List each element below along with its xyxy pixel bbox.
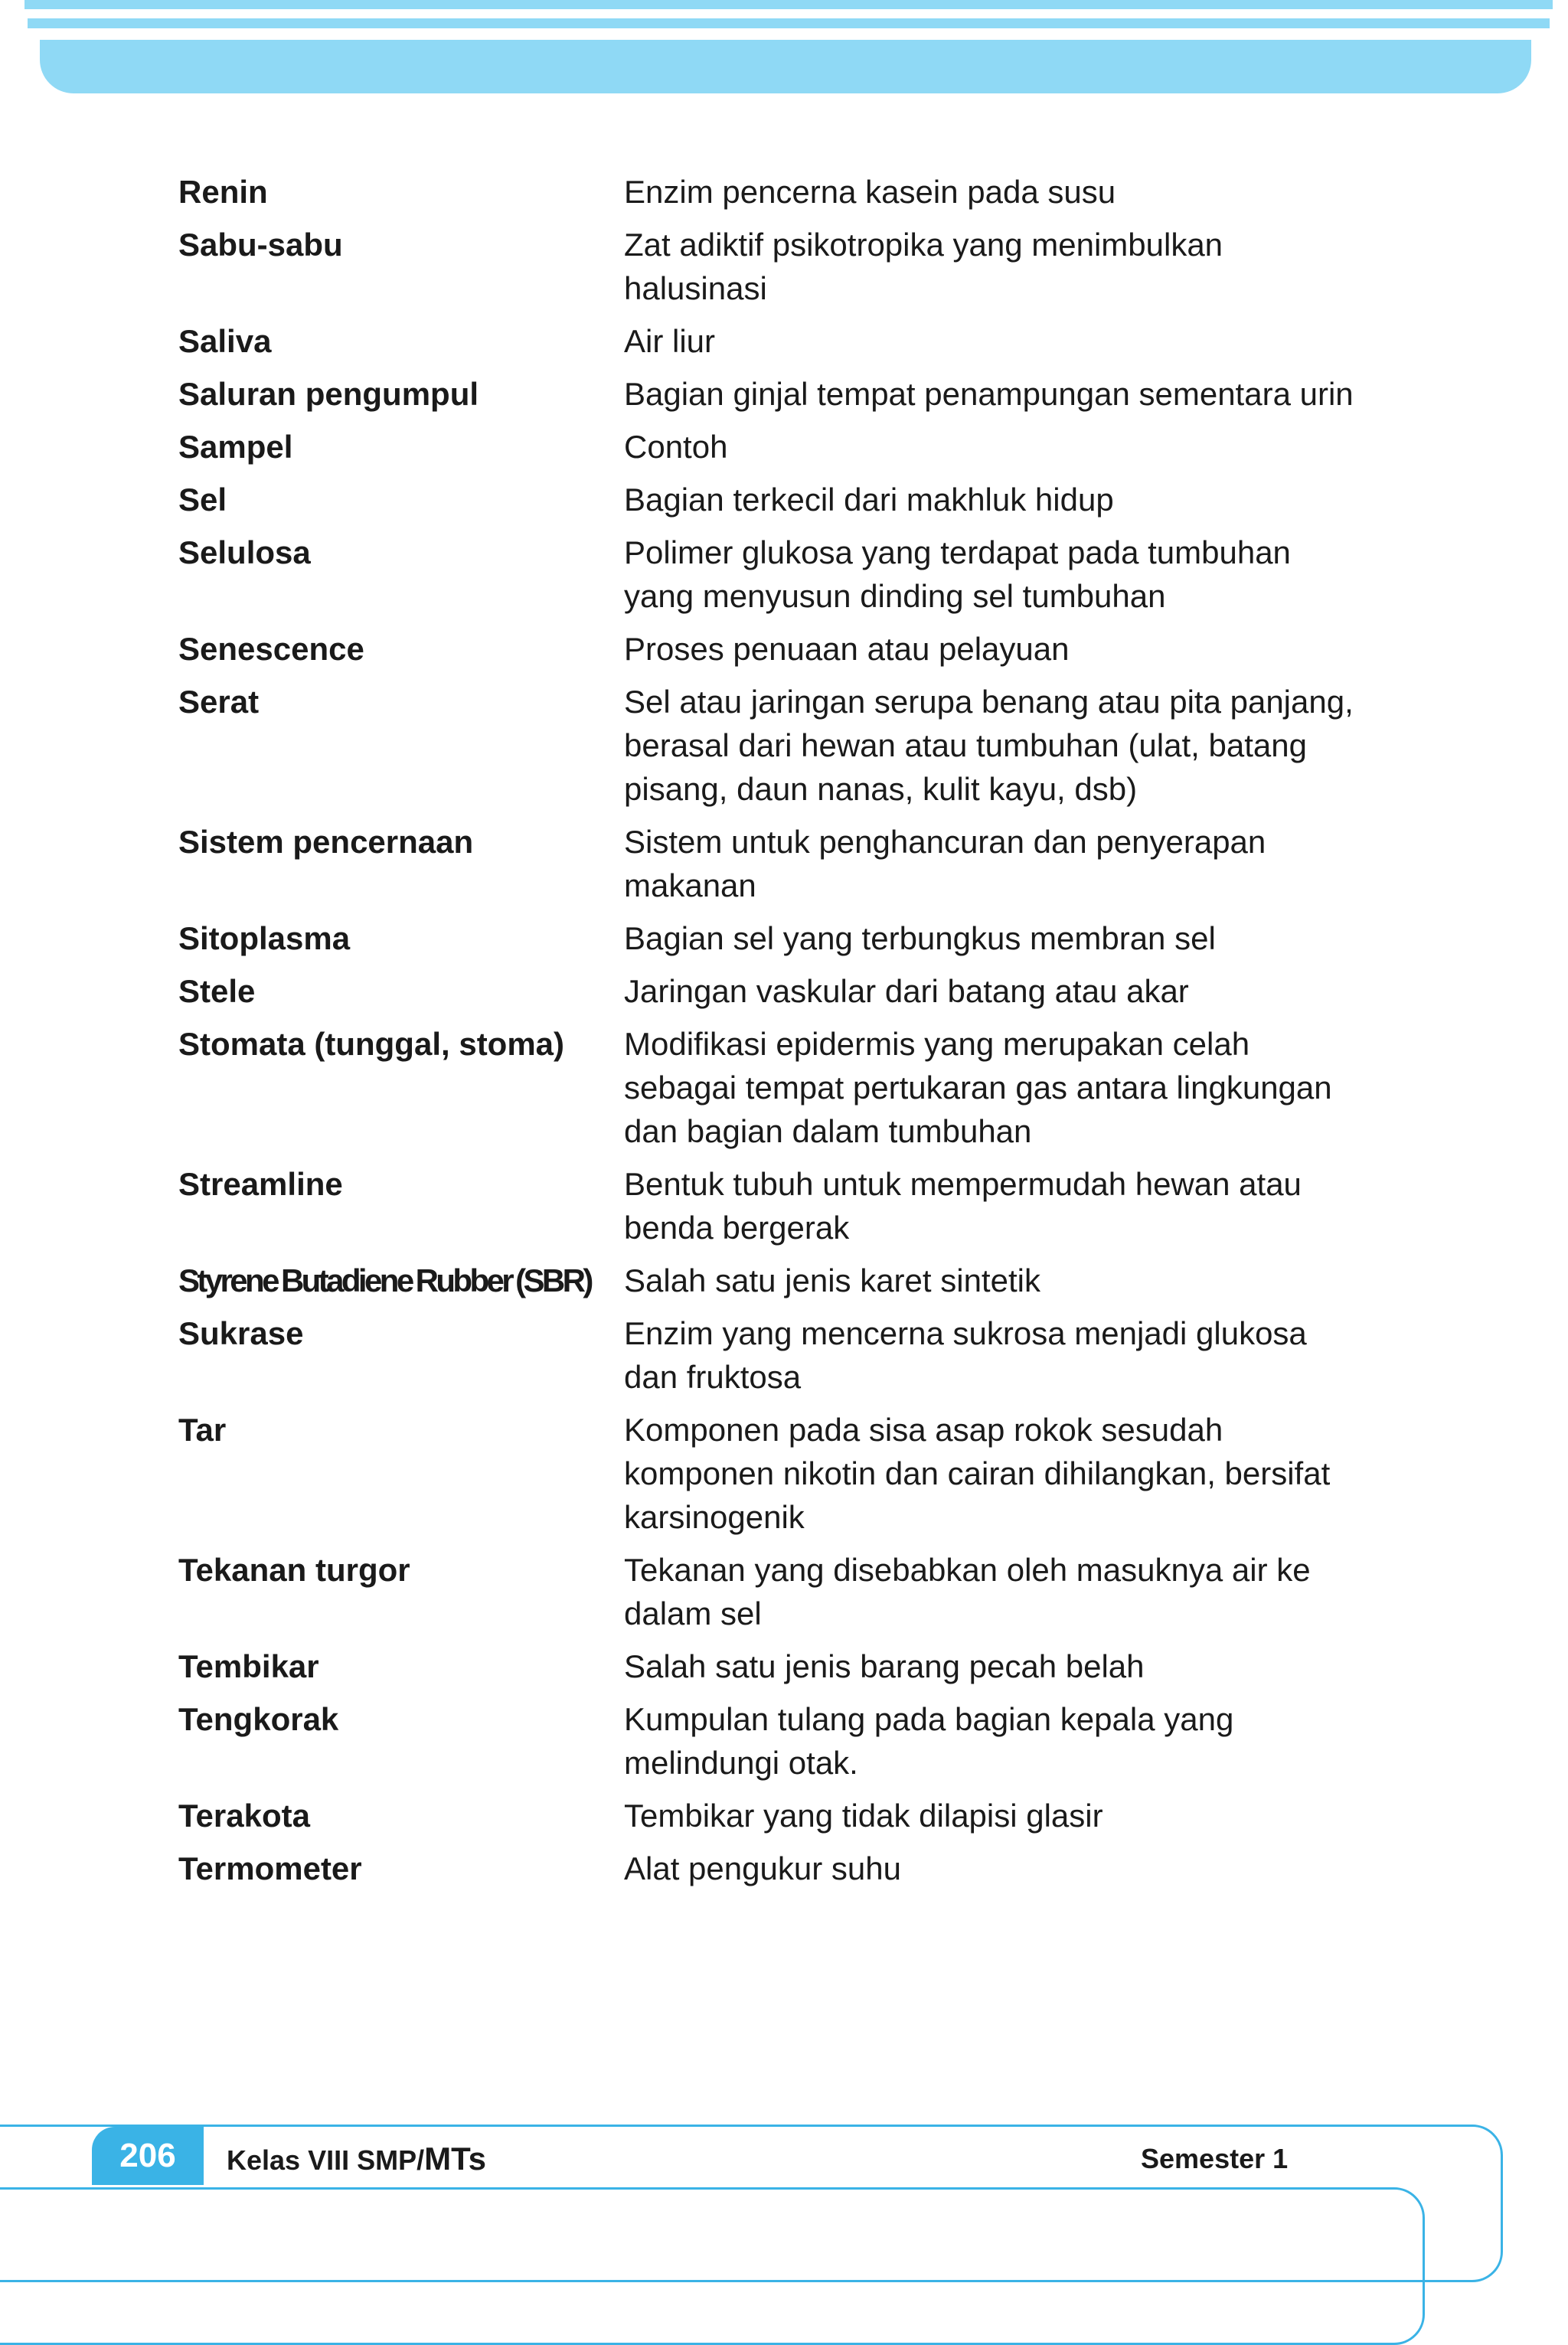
glossary-definition: Bagian ginjal tempat penampungan sementara urin: [624, 376, 1354, 412]
glossary-term: Terakota: [178, 1798, 310, 1834]
glossary-entry: [178, 916, 1373, 960]
glossary-definition: Tekanan yang disebabkan oleh masuknya air ke dalam sel: [624, 1552, 1311, 1631]
glossary-term: Senescence: [178, 631, 364, 667]
glossary-definition: Enzim yang mencerna sukrosa menjadi glukosa dan fruktosa: [624, 1315, 1307, 1395]
glossary-entry: [178, 1794, 1373, 1837]
glossary-entry: [178, 1847, 1373, 1890]
footer-class-label: [227, 2141, 486, 2179]
glossary-entry: [178, 1259, 1373, 1302]
footer-semester-label: Semester 1: [1141, 2143, 1289, 2174]
glossary-entry: [178, 1162, 1373, 1249]
page-number-badge: 206: [92, 2127, 204, 2185]
glossary-entry: [178, 969, 1373, 1013]
glossary-entry: [178, 223, 1373, 310]
glossary-term: Sistem pencernaan: [178, 824, 474, 860]
glossary-entry: [178, 319, 1373, 363]
glossary-entry: [178, 1311, 1373, 1399]
header-band: [40, 40, 1531, 93]
footer-class-suffix: MTs: [424, 2141, 486, 2177]
glossary-definition: Enzim pencerna kasein pada susu: [624, 174, 1116, 210]
glossary-term: Sukrase: [178, 1315, 304, 1351]
glossary-term: Tengkorak: [178, 1701, 339, 1737]
glossary-definition: Tembikar yang tidak dilapisi glasir: [624, 1798, 1103, 1834]
glossary-term: Selulosa: [178, 534, 311, 570]
glossary-term: Sel: [178, 482, 227, 518]
glossary-term: Tembikar: [178, 1648, 319, 1684]
footer-inner-frame: [0, 2187, 1425, 2345]
glossary-definition: Salah satu jenis barang pecah belah: [624, 1648, 1145, 1684]
glossary-definition: Zat adiktif psikotropika yang menimbulkan halusinasi: [624, 227, 1223, 306]
glossary-term: Sampel: [178, 429, 293, 465]
glossary-term: Sabu-sabu: [178, 227, 343, 263]
glossary-definition: Modifikasi epidermis yang merupakan celah sebagai tempat pertukaran gas antara lingkungan dan bagian dalam tumbuhan: [624, 1026, 1332, 1149]
glossary-definition: Polimer glukosa yang terdapat pada tumbuhan yang menyusun dinding sel tumbuhan: [624, 534, 1291, 614]
glossary-definition: Bagian terkecil dari makhluk hidup: [624, 482, 1114, 518]
glossary-entry: [178, 820, 1373, 907]
glossary-entry: [178, 1548, 1373, 1635]
glossary-entry: [178, 531, 1373, 618]
glossary-term: Saluran pengumpul: [178, 376, 479, 412]
glossary-entry: [178, 478, 1373, 521]
glossary-entry: [178, 425, 1373, 469]
glossary-entry: [178, 680, 1373, 811]
glossary-definition: Bentuk tubuh untuk mempermudah hewan atau benda bergerak: [624, 1166, 1302, 1246]
glossary-definition: Proses penuaan atau pelayuan: [624, 631, 1070, 667]
glossary-term: Tar: [178, 1412, 227, 1448]
glossary-definition: Komponen pada sisa asap rokok sesudah komponen nikotin dan cairan dihilangkan, bersifat karsinogenik: [624, 1412, 1331, 1535]
glossary-term: Termometer: [178, 1850, 362, 1886]
glossary-definition: Kumpulan tulang pada bagian kepala yang melindungi otak.: [624, 1701, 1234, 1781]
glossary-list: [178, 170, 1373, 1899]
glossary-definition: Jaringan vaskular dari batang atau akar: [624, 973, 1189, 1009]
glossary-term: Saliva: [178, 323, 272, 359]
glossary-term: Stomata (tunggal, stoma): [178, 1026, 565, 1062]
header-stripe-top: [24, 0, 1553, 9]
glossary-entry: [178, 170, 1373, 214]
glossary-definition: Sistem untuk penghancuran dan penyerapan makanan: [624, 824, 1266, 903]
glossary-term: Serat: [178, 684, 260, 720]
glossary-definition: Bagian sel yang terbungkus membran sel: [624, 920, 1216, 956]
glossary-entry: [178, 1022, 1373, 1153]
header-stripe-middle: [28, 18, 1550, 28]
glossary-entry: [178, 1408, 1373, 1539]
glossary-term: Stele: [178, 973, 256, 1009]
glossary-term: Streamline: [178, 1166, 343, 1202]
glossary-term: Styrene Butadiene Rubber (SBR): [178, 1262, 591, 1298]
glossary-term: Renin: [178, 174, 268, 210]
glossary-term: Tekanan turgor: [178, 1552, 410, 1588]
footer-class-text: Kelas VIII SMP/: [227, 2144, 425, 2176]
glossary-entry: [178, 627, 1373, 671]
glossary-entry: [178, 1697, 1373, 1785]
glossary-definition: Salah satu jenis karet sintetik: [624, 1262, 1040, 1298]
glossary-definition: Sel atau jaringan serupa benang atau pita panjang, berasal dari hewan atau tumbuhan (ulat, batang pisang, daun nanas, kulit kayu, dsb): [624, 684, 1354, 807]
glossary-definition: Alat pengukur suhu: [624, 1850, 901, 1886]
glossary-entry: [178, 1644, 1373, 1688]
glossary-term: Sitoplasma: [178, 920, 351, 956]
glossary-entry: [178, 372, 1373, 416]
glossary-definition: Contoh: [624, 429, 728, 465]
glossary-definition: Air liur: [624, 323, 716, 359]
